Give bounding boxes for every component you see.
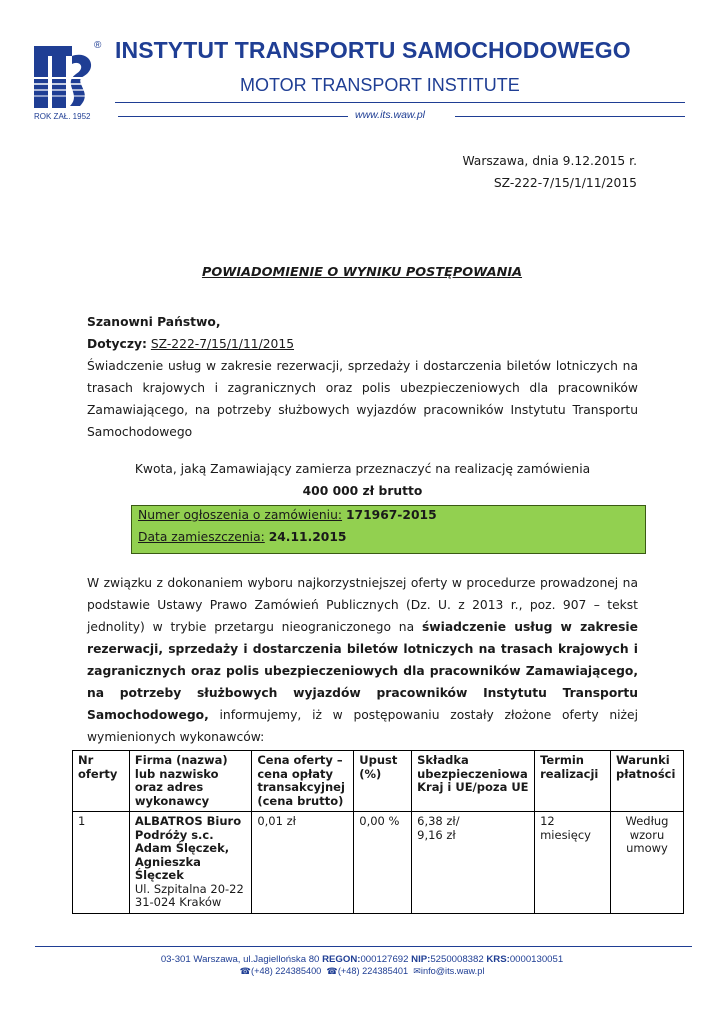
footer-phone2: (+48) 224385401: [337, 966, 409, 976]
footer-regon: 000127692: [360, 954, 409, 965]
cell-warunki: Według wzoru umowy: [610, 812, 683, 914]
website-link[interactable]: www.its.waw.pl: [355, 109, 426, 121]
header-cena: Cena oferty – cena opłaty transakcyjnej (cena brutto): [252, 751, 354, 812]
amount-intro: Kwota, jaką Zamawiający zamierza przeznaczyć na realizację zamówienia: [134, 462, 591, 476]
footer-regon-label: REGON:: [322, 954, 361, 965]
salutation: Szanowni Państwo,: [87, 315, 221, 329]
firma-name: ALBATROS Biuro Podróży s.c. Adam Ślęczek, Agnieszka Ślęczek: [134, 814, 242, 882]
footer-nip-label: NIP:: [411, 954, 431, 965]
footer-address: 03-301 Warszawa, ul.Jagiellońska 80: [160, 954, 320, 965]
notice-number-row: [138, 508, 437, 522]
cell-firma: [129, 812, 251, 914]
offers-table: [72, 750, 684, 914]
cell-nr: 1: [73, 812, 130, 914]
skladka-poza: 9,16 zł: [417, 827, 456, 842]
header-divider: [115, 102, 685, 103]
fax-icon: ☎: [326, 966, 338, 976]
email-icon: ✉: [413, 966, 421, 976]
letter-date: Warszawa, dnia 9.12.2015 r.: [462, 154, 637, 168]
table-row: [73, 812, 684, 914]
body-bold: świadczenie usług w zakresie rezerwacji, sprzedaży i dostarczenia biletów lotniczych na trasach krajowych i zagranicznych oraz polis ubezpieczeniowych dla pracowników Zamawiającego, na potrzeby służbowych wyjazdów pracowników Instytutu Transportu Samochodowego,: [87, 620, 638, 722]
notice-number-value: 171967-2015: [345, 508, 437, 522]
footer-divider: [35, 946, 692, 947]
notice-box: [131, 505, 646, 554]
established-year: ROK ZAŁ. 1952: [34, 112, 91, 121]
footer-nip: 5250008382: [430, 954, 484, 965]
footer-email[interactable]: info@its.waw.pl: [420, 966, 485, 976]
phone-icon: ☎: [239, 966, 252, 976]
header-upust: Upust (%): [354, 751, 412, 812]
cell-upust: 0,00 %: [354, 812, 412, 914]
body-part2: informujemy, iż w postępowaniu zostały złożone oferty niżej wymienionych wykonawców:: [87, 708, 638, 744]
firma-address-city: 31-024 Kraków: [134, 895, 222, 909]
header-firma: Firma (nazwa) lub nazwisko oraz adres wykonawcy: [129, 751, 251, 812]
body-paragraph: [87, 572, 638, 748]
footer-phone1: (+48) 224385400: [251, 966, 322, 976]
cell-termin: 12 miesięcy: [535, 812, 611, 914]
cell-skladka: [412, 812, 535, 914]
notice-date-label: Data zamieszczenia:: [138, 530, 265, 544]
amount-value: 400 000 zł brutto: [302, 484, 423, 498]
regarding-label: Dotyczy:: [87, 337, 147, 351]
document-title: POWIADOMIENIE O WYNIKU POSTĘPOWANIA: [201, 265, 523, 280]
body-part1: W związku z dokonaniem wyboru najkorzystniejszej oferty w procedurze prowadzonej na podstawie Ustawy Prawo Zamówień Publicznych (Dz. U. z 2013 r., poz. 907 – tekst jednolity) w trybie przetargu nieograniczonego na: [87, 576, 638, 634]
table-header-row: [73, 751, 684, 812]
subject-paragraph: Świadczenie usług w zakresie rezerwacji, sprzedaży i dostarczenia biletów lotniczych na trasach krajowych i zagranicznych oraz polis ubezpieczeniowych dla pracowników Zamawiającego, na potrzeby służbowych wyjazdów pracowników Instytutu Transportu Samochodowego: [87, 359, 638, 439]
skladka-kraj: 6,38 zł/: [417, 814, 460, 828]
header-termin: Termin realizacji: [535, 751, 611, 812]
footer-address-line: [0, 954, 724, 965]
regarding-value: SZ-222-7/15/1/11/2015: [150, 337, 295, 351]
cell-cena: 0,01 zł: [252, 812, 354, 914]
footer-krs-label: KRS:: [486, 954, 510, 965]
letter-reference: SZ-222-7/15/1/11/2015: [493, 176, 637, 190]
institute-subtitle: MOTOR TRANSPORT INSTITUTE: [240, 75, 520, 95]
notice-number-label: Numer ogłoszenia o zamówieniu:: [138, 508, 343, 522]
regarding-line: [87, 333, 638, 355]
website-divider-left: [118, 116, 348, 117]
notice-date-row: [138, 530, 346, 544]
header-nr: Nr oferty: [73, 751, 130, 812]
footer-contact-line: [0, 966, 724, 977]
registered-mark: ®: [94, 40, 102, 51]
header-warunki: Warunki płatności: [610, 751, 683, 812]
website-divider-right: [455, 116, 685, 117]
firma-address-street: Ul. Szpitalna 20-22: [134, 881, 244, 896]
footer-krs: 0000130051: [509, 954, 564, 965]
institute-title: INSTYTUT TRANSPORTU SAMOCHODOWEGO: [115, 37, 631, 63]
header-skladka: Składka ubezpieczeniowa Kraj i UE/poza UE: [412, 751, 535, 812]
notice-date-value: 24.11.2015: [268, 530, 347, 544]
